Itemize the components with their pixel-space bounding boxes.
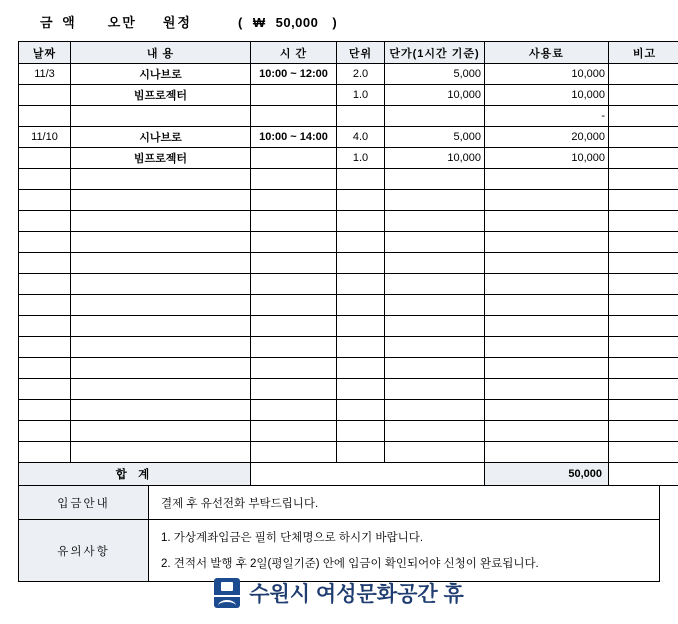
cell-time [251, 274, 337, 295]
amount-hangul: 오만 [107, 15, 137, 30]
cell-note [609, 316, 678, 337]
cell-time [251, 442, 337, 463]
cell-date [19, 190, 71, 211]
cell-note [609, 253, 678, 274]
cell-date [19, 232, 71, 253]
caution-line-2: 2. 견적서 발행 후 2일(평일기준) 안에 입금이 확인되어야 신청이 완료됩니다. [161, 557, 539, 570]
cell-fee [485, 169, 609, 190]
cell-unit-price [385, 232, 485, 253]
cell-time [251, 106, 337, 127]
cell-time: 10:00 ~ 14:00 [251, 127, 337, 148]
cell-description [71, 337, 251, 358]
column-header-unit-price: 단가(1시간 기준) [385, 42, 485, 64]
cell-note [609, 358, 678, 379]
cell-note [609, 295, 678, 316]
cell-unit: 2.0 [337, 64, 385, 85]
column-header-fee: 사용료 [485, 42, 609, 64]
total-blank-note [609, 463, 678, 486]
column-header-time: 시 간 [251, 42, 337, 64]
column-header-date: 날짜 [19, 42, 71, 64]
cell-description [71, 232, 251, 253]
cell-fee: 20,000 [485, 127, 609, 148]
cell-description [71, 169, 251, 190]
cell-note [609, 442, 678, 463]
table-row-empty [19, 421, 678, 442]
cell-date: 11/10 [19, 127, 71, 148]
cell-fee [485, 316, 609, 337]
paren-close: ) [332, 15, 338, 30]
cell-time [251, 379, 337, 400]
cell-unit-price [385, 274, 485, 295]
cell-unit-price: 10,000 [385, 148, 485, 169]
table-row [19, 148, 678, 169]
cell-unit-price [385, 358, 485, 379]
column-header-note: 비고 [609, 42, 678, 64]
cell-note [609, 421, 678, 442]
cell-fee: 10,000 [485, 64, 609, 85]
cell-time [251, 337, 337, 358]
cell-description [71, 253, 251, 274]
cell-date [19, 274, 71, 295]
table-row [19, 127, 678, 148]
table-row-empty [19, 190, 678, 211]
paren-open: ( [237, 15, 243, 30]
usage-table [18, 41, 678, 486]
cell-fee [485, 211, 609, 232]
table-row-empty [19, 211, 678, 232]
table-row-empty [19, 358, 678, 379]
cell-time [251, 169, 337, 190]
cell-description: 빔프로젝터 [71, 85, 251, 106]
cell-note [609, 148, 678, 169]
cautions-label: 유의사항 [19, 520, 149, 582]
cell-time [251, 253, 337, 274]
table-row-empty [19, 337, 678, 358]
cell-date [19, 358, 71, 379]
cell-unit [337, 253, 385, 274]
cell-note [609, 337, 678, 358]
deposit-guide-row [19, 486, 660, 520]
cell-description [71, 379, 251, 400]
cell-unit-price: 5,000 [385, 64, 485, 85]
cell-fee: 10,000 [485, 148, 609, 169]
cell-description: 시나브로 [71, 64, 251, 85]
cell-time [251, 211, 337, 232]
cell-unit [337, 442, 385, 463]
cell-unit [337, 421, 385, 442]
cell-time [251, 148, 337, 169]
cell-time [251, 421, 337, 442]
cell-unit: 4.0 [337, 127, 385, 148]
cell-time [251, 400, 337, 421]
cell-unit-price: 5,000 [385, 127, 485, 148]
cell-date [19, 253, 71, 274]
cell-fee [485, 253, 609, 274]
cell-unit-price [385, 295, 485, 316]
cell-fee [485, 442, 609, 463]
table-row-empty [19, 232, 678, 253]
cell-unit-price [385, 400, 485, 421]
cell-description [71, 190, 251, 211]
cell-unit [337, 274, 385, 295]
cell-unit [337, 379, 385, 400]
cell-date [19, 316, 71, 337]
cell-description [71, 274, 251, 295]
cell-time: 10:00 ~ 12:00 [251, 64, 337, 85]
cell-fee: 10,000 [485, 85, 609, 106]
cell-unit-price [385, 190, 485, 211]
cell-unit-price [385, 442, 485, 463]
cell-date [19, 379, 71, 400]
cell-unit [337, 337, 385, 358]
cell-unit-price [385, 337, 485, 358]
cell-fee [485, 421, 609, 442]
cell-date [19, 148, 71, 169]
table-header-row [19, 42, 678, 64]
cell-date [19, 337, 71, 358]
cell-unit [337, 211, 385, 232]
cell-description: 시나브로 [71, 127, 251, 148]
cell-unit-price [385, 253, 485, 274]
cell-fee [485, 400, 609, 421]
cell-unit [337, 232, 385, 253]
table-row [19, 106, 678, 127]
cell-note [609, 64, 678, 85]
cell-description [71, 358, 251, 379]
cell-time [251, 232, 337, 253]
cell-description: 빔프로젝터 [71, 148, 251, 169]
table-row-empty [19, 400, 678, 421]
lighthouse-logo-icon [214, 578, 240, 608]
table-row [19, 85, 678, 106]
cell-description [71, 211, 251, 232]
table-total-row [19, 463, 678, 486]
total-blank-middle [251, 463, 485, 486]
deposit-guide-label: 입금안내 [19, 486, 149, 520]
cell-note [609, 274, 678, 295]
amount-won-suffix: 원정 [162, 15, 192, 30]
amount-label: 금 액 [40, 15, 78, 30]
cell-description [71, 421, 251, 442]
cell-description [71, 295, 251, 316]
cell-date [19, 211, 71, 232]
currency-symbol: ₩ [252, 15, 266, 30]
cell-fee [485, 358, 609, 379]
cell-note [609, 169, 678, 190]
cell-note [609, 379, 678, 400]
cell-note [609, 232, 678, 253]
table-row [19, 64, 678, 85]
cell-description [71, 442, 251, 463]
table-row-empty [19, 379, 678, 400]
column-header-description: 내 용 [71, 42, 251, 64]
cell-time [251, 295, 337, 316]
cell-unit-price [385, 106, 485, 127]
cell-unit [337, 358, 385, 379]
amount-numeric: 50,000 [275, 15, 319, 30]
cell-unit-price: 10,000 [385, 85, 485, 106]
table-row-empty [19, 295, 678, 316]
footer-brand [0, 578, 678, 608]
cell-note [609, 85, 678, 106]
cell-date [19, 442, 71, 463]
table-row-empty [19, 169, 678, 190]
cell-note [609, 211, 678, 232]
cell-date [19, 295, 71, 316]
cell-unit: 1.0 [337, 85, 385, 106]
cell-time [251, 190, 337, 211]
cell-date [19, 421, 71, 442]
cell-date [19, 169, 71, 190]
cell-unit-price [385, 379, 485, 400]
cell-fee [485, 190, 609, 211]
cell-unit [337, 190, 385, 211]
cell-note [609, 106, 678, 127]
cell-unit [337, 169, 385, 190]
cell-unit [337, 316, 385, 337]
amount-header [0, 0, 678, 41]
cell-unit [337, 106, 385, 127]
cell-fee [485, 274, 609, 295]
cell-unit [337, 295, 385, 316]
cell-time [251, 316, 337, 337]
table-row-empty [19, 253, 678, 274]
cell-fee [485, 379, 609, 400]
cell-description [71, 316, 251, 337]
table-row-empty [19, 316, 678, 337]
caution-line-1: 1. 가상계좌입금은 필히 단체명으로 하시기 바랍니다. [161, 531, 424, 544]
cell-date [19, 85, 71, 106]
cell-fee [485, 337, 609, 358]
cell-note [609, 127, 678, 148]
cell-description [71, 106, 251, 127]
cautions-row [19, 520, 660, 582]
footer-brand-label: 수원시 여성문화공간 휴 [249, 583, 464, 606]
notes-table [18, 485, 660, 582]
cautions-text [149, 520, 660, 582]
total-label: 합 계 [19, 463, 251, 486]
cell-unit-price [385, 316, 485, 337]
cell-fee [485, 295, 609, 316]
deposit-guide-text: 결제 후 유선전화 부탁드립니다. [149, 486, 660, 520]
cell-unit-price [385, 421, 485, 442]
cell-unit: 1.0 [337, 148, 385, 169]
cell-time [251, 358, 337, 379]
table-row-empty [19, 274, 678, 295]
cell-note [609, 190, 678, 211]
cell-time [251, 85, 337, 106]
cell-date [19, 400, 71, 421]
cell-note [609, 400, 678, 421]
cell-fee: - [485, 106, 609, 127]
table-row-empty [19, 442, 678, 463]
column-header-unit: 단위 [337, 42, 385, 64]
cell-description [71, 400, 251, 421]
cell-unit [337, 400, 385, 421]
cell-date [19, 106, 71, 127]
cell-unit-price [385, 169, 485, 190]
cell-unit-price [385, 211, 485, 232]
cell-date: 11/3 [19, 64, 71, 85]
total-amount: 50,000 [485, 463, 609, 486]
cell-fee [485, 232, 609, 253]
